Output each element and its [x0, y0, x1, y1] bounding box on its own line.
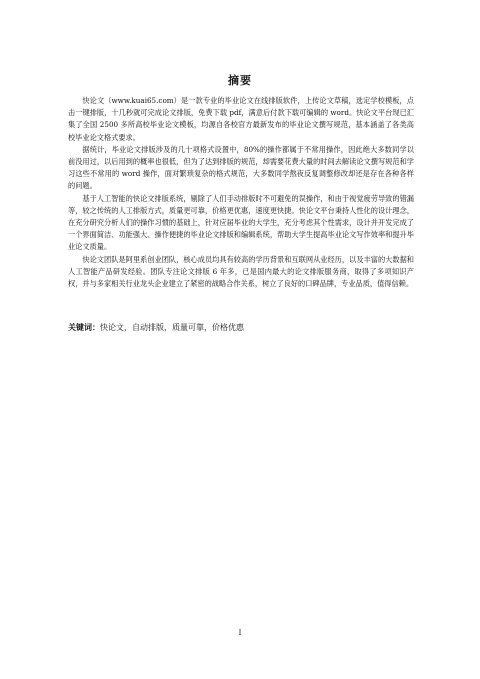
- abstract-paragraph-1: 快论文（www.kuai65.com）是一款专业的毕业论文在线排版软件，上传论文草稿，选定学校模板，点击一键排版，十几秒就可完成论文排版，免费下载 pdf，满意后付款下载可编辑的 word。快论文平台现已汇集了全国 2500 多所高校毕业论文模板，均源自各校官方最新发布的毕业论文撰写规范，基本涵盖了各类高校毕业论文格式要求。: [68, 96, 414, 142]
- abstract-paragraph-2: 据统计，毕业论文排版涉及的几十项格式设置中，80%的操作都属于不常用操作，因此绝大多数同学以前没用过，以后用到的概率也很低，但为了达到排版的规范，却需要花费大量的时间去解读论文撰写规范和学习这些不常用的 word 操作，面对繁琐复杂的格式规范，大多数同学熬夜反复调整修改却还是存在各种各样的问题。: [68, 144, 414, 191]
- abstract-body: [68, 95, 414, 290]
- keywords-line: [68, 322, 414, 334]
- keywords-label: 关键词：: [68, 323, 100, 332]
- abstract-title: 摘要: [228, 74, 252, 87]
- abstract-paragraph-3: 基于人工智能的快论文排版系统，剔除了人们手动排版时不可避免的误操作，和由于视觉疲劳导致的错漏等，较之传统的人工排版方式，质量更可靠，价格更优惠，速度更快捷。快论文平台秉持人性化的设计理念，在充分研究分析人们的操作习惯的基础上，针对应届毕业的大学生，充分考虑其个性需求，设计并开发完成了一个界面简洁、功能强大、操作便捷的毕业论文排版和编辑系统，帮助大学生提高毕业论文写作效率和提升毕业论文质量。: [68, 193, 414, 252]
- abstract-paragraph-4: 快论文团队是阿里系创业团队，核心成员均具有较高的学历背景和互联网从业经历，以及丰富的大数据和人工智能产品研发经验。团队专注论文排版 6 年多，已是国内最大的论文排版服务商，取得了多项知识产权，并与多家相关行业龙头企业建立了紧密的战略合作关系，树立了良好的口碑品牌，专业品质，值得信赖。: [68, 254, 414, 289]
- page-number: I: [238, 629, 242, 637]
- keywords-value: 快论文，自动排版，质量可靠，价格优惠: [100, 323, 244, 332]
